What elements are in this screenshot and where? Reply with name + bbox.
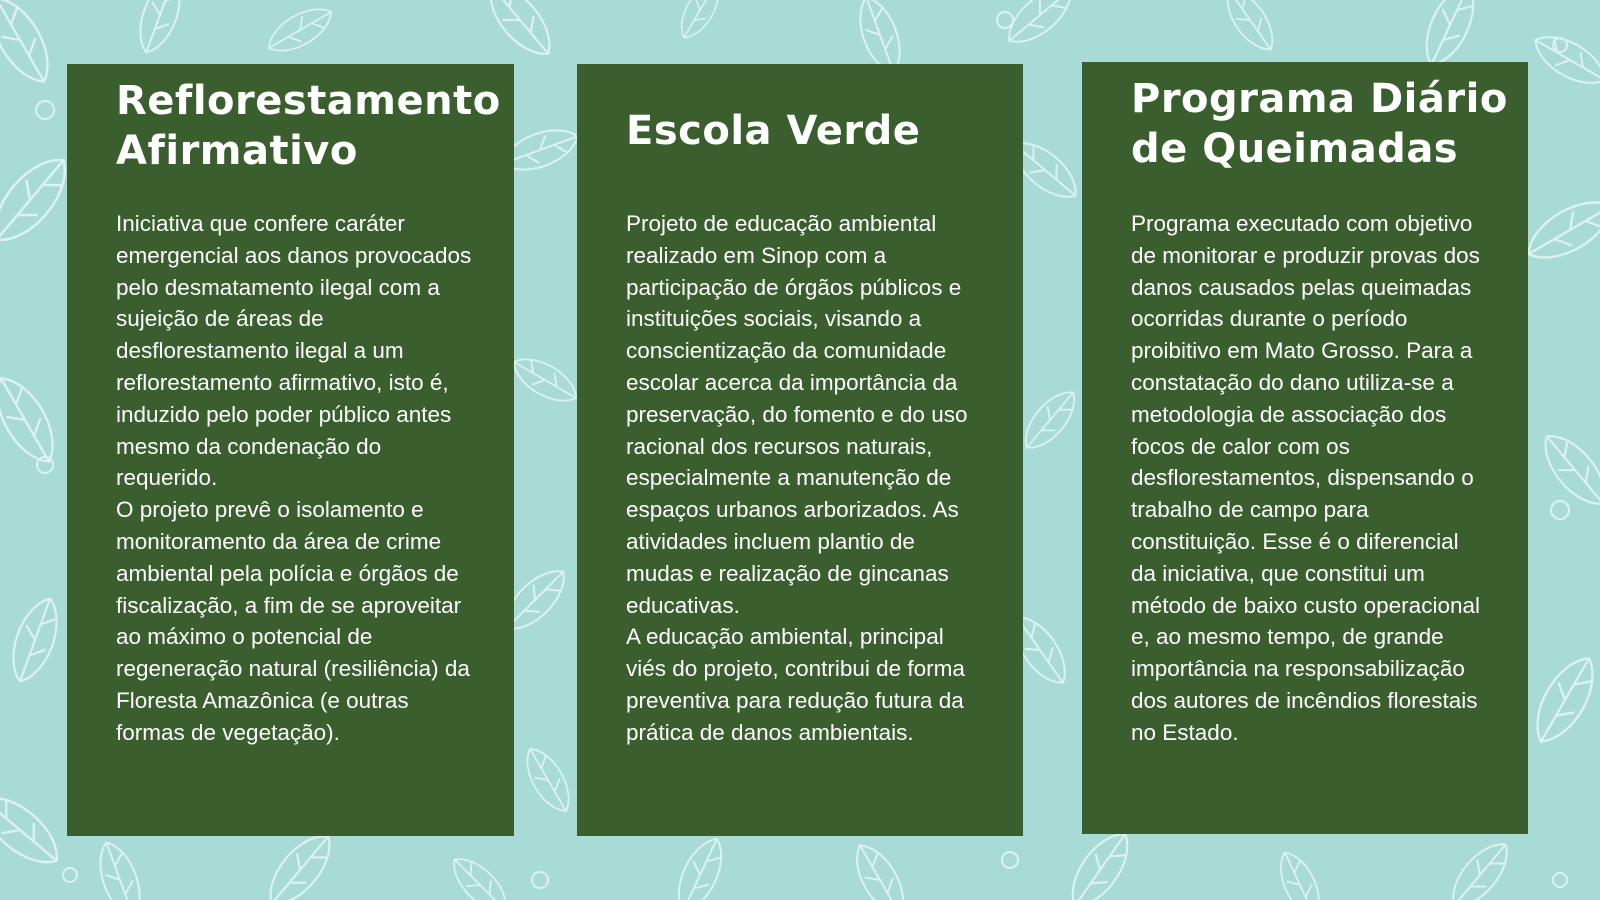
card-description [1131,208,1481,749]
card-reflorestamento-afirmativo [67,64,514,836]
card-programa-diario-de-queimadas [1082,62,1528,834]
card-title: Reflorestamento Afirmativo [116,78,501,174]
card-paragraph: A educação ambiental, principal viés do projeto, contribui de forma preventiva para redução futura da prática de danos ambientais. [626,624,965,745]
card-paragraph: O projeto prevê o isolamento e monitoramento da área de crime ambiental pela polícia e órgãos de fiscalização, a fim de se aproveitar ao máximo o potencial de regeneração natural (resiliência) da Floresta Amazônica (e outras formas de vegetação). [116,497,470,745]
card-paragraph: Programa executado com objetivo de monitorar e produzir provas dos danos causados pelas queimadas ocorridas durante o período proibitivo em Mato Grosso. Para a constatação do dano utiliza-se a metodologia de associação dos focos de calor com os desflorestamentos, dispensando o trabalho de campo para constituição. Esse é o diferencial da iniciativa, que constitui um método de baixo custo operacional e, ao mesmo tempo, de grande importância na responsabilização dos autores de incêndios florestais no Estado. [1131,211,1480,745]
card-escola-verde [577,64,1023,836]
card-paragraph: Projeto de educação ambiental realizado em Sinop com a participação de órgãos públicos e instituições sociais, visando a conscientização da comunidade escolar acerca da importância da preservação, do fomento e do uso racional dos recursos naturais, especialmente a manutenção de espaços urbanos arborizados. As atividades incluem plantio de mudas e realização de gincanas educativas. [626,211,968,618]
card-description [626,208,976,749]
card-title: Escola Verde [626,108,921,154]
card-title: Programa Diário de Queimadas [1131,76,1508,172]
card-description [116,208,476,749]
card-paragraph: Iniciativa que confere caráter emergencial aos danos provocados pelo desmatamento ilegal com a sujeição de áreas de desflorestamento ilegal a um reflorestamento afirmativo, isto é, induzido pelo poder público antes mesmo da condenação do requerido. [116,211,472,491]
